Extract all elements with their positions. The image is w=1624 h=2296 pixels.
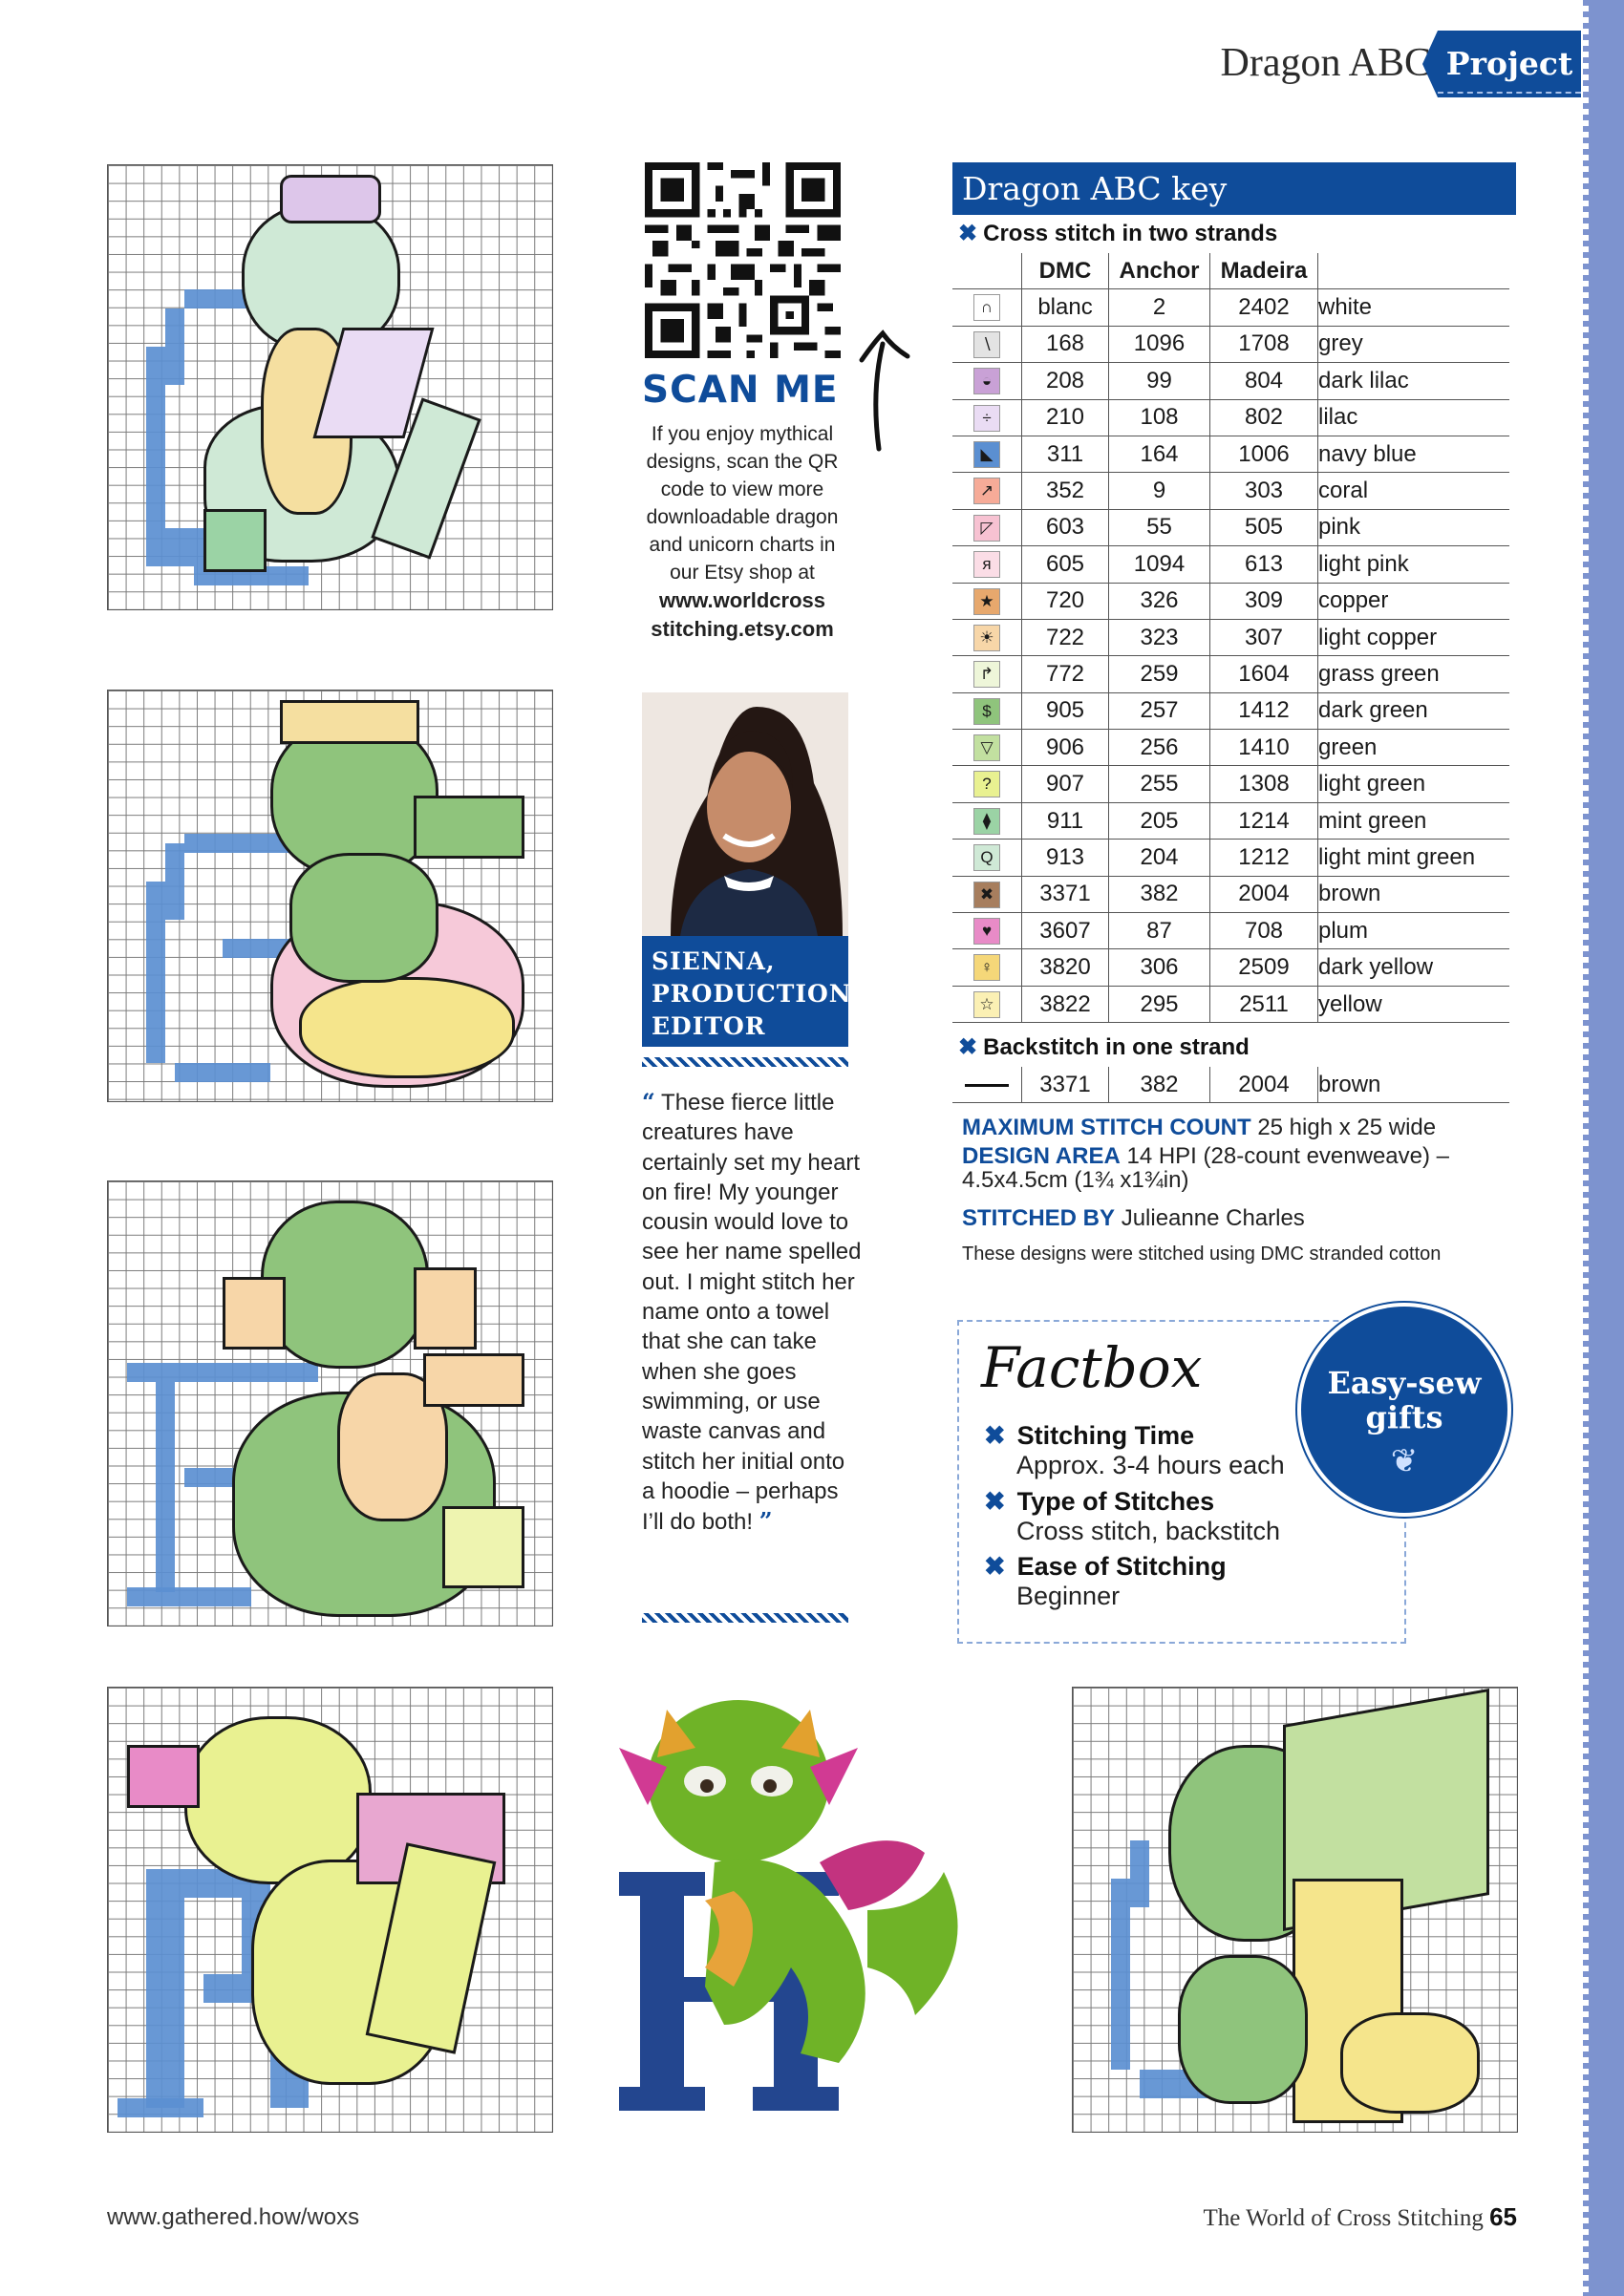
symbol-cell bbox=[952, 692, 1022, 729]
close-quote-mark: ” bbox=[759, 1507, 773, 1536]
colour-name-cell: white bbox=[1318, 289, 1510, 326]
qr-code[interactable] bbox=[645, 162, 841, 358]
table-row bbox=[952, 730, 1509, 766]
colour-name-cell: light pink bbox=[1318, 546, 1510, 583]
page-edge-stripe bbox=[1589, 0, 1624, 2296]
colour-name-cell: dark green bbox=[1318, 692, 1510, 729]
symbol-cell bbox=[952, 473, 1022, 509]
table-row bbox=[952, 766, 1509, 802]
symbol-cell bbox=[952, 583, 1022, 619]
symbol-cell bbox=[952, 363, 1022, 399]
table-row bbox=[952, 1067, 1509, 1103]
backstitch-heading: ✖ Backstitch in one strand bbox=[958, 1034, 1250, 1060]
dmc-cell: 3607 bbox=[1022, 913, 1109, 949]
cross-icon: ✖ bbox=[984, 1552, 1006, 1581]
dmc-cell: 905 bbox=[1022, 692, 1109, 729]
dmc-cell: 722 bbox=[1022, 619, 1109, 655]
anchor-cell: 382 bbox=[1109, 876, 1210, 912]
dmc-cell: 3820 bbox=[1022, 949, 1109, 986]
symbol-cell bbox=[952, 509, 1022, 545]
colour-name-cell: dark lilac bbox=[1318, 363, 1510, 399]
stitch-symbol-icon: ☀ bbox=[973, 625, 1000, 651]
madeira-cell: 802 bbox=[1210, 399, 1318, 436]
quote-text: These fierce little creatures have certainly set my heart on fire! My younger cousin would love to see her name spelled out. I might stitch her name onto a towel that she can take when she goes swimming, or use waste canvas and stitch her initial onto a hoodie – perhaps I’ll do both! bbox=[642, 1090, 862, 1536]
footer-url[interactable]: www.gathered.how/woxs bbox=[107, 2204, 360, 2230]
stitch-symbol-icon: ♀ bbox=[973, 954, 1000, 981]
table-row bbox=[952, 802, 1509, 839]
anchor-cell: 1096 bbox=[1109, 326, 1210, 362]
dmc-cell: 907 bbox=[1022, 766, 1109, 802]
thread-key-table bbox=[952, 253, 1509, 1023]
dmc-cell: 772 bbox=[1022, 656, 1109, 692]
colour-name-cell: light copper bbox=[1318, 619, 1510, 655]
stitch-symbol-icon: Q bbox=[973, 844, 1000, 871]
open-quote-mark: “ bbox=[642, 1088, 655, 1116]
stitch-symbol-icon: ◸ bbox=[973, 515, 1000, 542]
table-row bbox=[952, 326, 1509, 362]
stitch-symbol-icon: ⧫ bbox=[973, 808, 1000, 835]
table-row bbox=[952, 876, 1509, 912]
col-dmc: DMC bbox=[1022, 253, 1109, 289]
colour-name-cell: yellow bbox=[1318, 986, 1510, 1022]
stitch-symbol-icon: ↗ bbox=[973, 478, 1000, 504]
anchor-cell: 257 bbox=[1109, 692, 1210, 729]
table-row bbox=[952, 692, 1509, 729]
col-anchor: Anchor bbox=[1109, 253, 1210, 289]
anchor-cell: 326 bbox=[1109, 583, 1210, 619]
easy-sew-badge: Easy-sew gifts ❦ bbox=[1301, 1307, 1507, 1513]
colour-name-cell: grass green bbox=[1318, 656, 1510, 692]
section-tab: Project bbox=[1438, 31, 1581, 97]
dmc-cell: 311 bbox=[1022, 436, 1109, 472]
anchor-cell: 323 bbox=[1109, 619, 1210, 655]
dmc-cell: blanc bbox=[1022, 289, 1109, 326]
table-row bbox=[952, 473, 1509, 509]
colour-name-cell: plum bbox=[1318, 913, 1510, 949]
symbol-cell bbox=[952, 436, 1022, 472]
table-row bbox=[952, 619, 1509, 655]
anchor-cell: 2 bbox=[1109, 289, 1210, 326]
dmc-cell: 3371 bbox=[1022, 1067, 1109, 1103]
stitch-symbol-icon: ∩ bbox=[973, 294, 1000, 321]
colour-name-cell: grey bbox=[1318, 326, 1510, 362]
symbol-cell bbox=[952, 986, 1022, 1022]
madeira-cell: 2004 bbox=[1210, 876, 1318, 912]
anchor-cell: 204 bbox=[1109, 840, 1210, 876]
thread-note: These designs were stitched using DMC stranded cotton bbox=[962, 1244, 1442, 1265]
anchor-cell: 295 bbox=[1109, 986, 1210, 1022]
editor-portrait bbox=[642, 692, 848, 936]
cross-icon: ✖ bbox=[958, 1034, 978, 1060]
etsy-shop-link[interactable]: www.worldcross stitching.etsy.com bbox=[651, 588, 834, 641]
table-row bbox=[952, 399, 1509, 436]
key-header-row bbox=[952, 253, 1509, 289]
anchor-cell: 164 bbox=[1109, 436, 1210, 472]
anchor-cell: 259 bbox=[1109, 656, 1210, 692]
madeira-cell: 708 bbox=[1210, 913, 1318, 949]
fact-type-of-stitches: ✖ Type of Stitches Cross stitch, backstitch bbox=[984, 1487, 1281, 1545]
symbol-cell bbox=[952, 399, 1022, 436]
stitch-symbol-icon: ✖ bbox=[973, 882, 1000, 908]
anchor-cell: 99 bbox=[1109, 363, 1210, 399]
col-madeira: Madeira bbox=[1210, 253, 1318, 289]
anchor-cell: 306 bbox=[1109, 949, 1210, 986]
madeira-cell: 1708 bbox=[1210, 326, 1318, 362]
divider bbox=[642, 1613, 848, 1623]
stitch-symbol-icon: $ bbox=[973, 698, 1000, 725]
arrow-up-icon bbox=[841, 330, 917, 454]
section-title: Dragon ABC bbox=[1220, 41, 1431, 85]
anchor-cell: 9 bbox=[1109, 473, 1210, 509]
symbol-cell bbox=[952, 730, 1022, 766]
dmc-cell: 906 bbox=[1022, 730, 1109, 766]
cross-icon: ✖ bbox=[958, 221, 978, 246]
colour-name-cell: dark yellow bbox=[1318, 949, 1510, 986]
table-row bbox=[952, 363, 1509, 399]
madeira-cell: 505 bbox=[1210, 509, 1318, 545]
colour-name-cell: lilac bbox=[1318, 399, 1510, 436]
madeira-cell: 1412 bbox=[1210, 692, 1318, 729]
stitch-symbol-icon: ? bbox=[973, 771, 1000, 797]
table-row bbox=[952, 509, 1509, 545]
cross-icon: ✖ bbox=[984, 1487, 1006, 1516]
stitch-symbol-icon: ♥ bbox=[973, 918, 1000, 945]
madeira-cell: 2509 bbox=[1210, 949, 1318, 986]
chart-letter-g bbox=[107, 690, 553, 1102]
madeira-cell: 1410 bbox=[1210, 730, 1318, 766]
scan-me-title: SCAN ME bbox=[642, 369, 839, 412]
footer-magazine: The World of Cross Stitching 65 bbox=[1203, 2202, 1517, 2231]
table-row bbox=[952, 913, 1509, 949]
backstitch-line-icon bbox=[952, 1067, 1022, 1103]
chart-letter-c-dragon bbox=[1072, 1687, 1518, 2133]
colour-name-cell: light mint green bbox=[1318, 840, 1510, 876]
dmc-cell: 720 bbox=[1022, 583, 1109, 619]
stitch-symbol-icon: я bbox=[973, 551, 1000, 578]
dmc-cell: 3371 bbox=[1022, 876, 1109, 912]
symbol-cell bbox=[952, 326, 1022, 362]
anchor-cell: 256 bbox=[1109, 730, 1210, 766]
table-row bbox=[952, 656, 1509, 692]
fact-stitching-time: ✖ Stitching Time Approx. 3-4 hours each bbox=[984, 1421, 1285, 1479]
symbol-cell bbox=[952, 289, 1022, 326]
colour-name-cell: green bbox=[1318, 730, 1510, 766]
table-row bbox=[952, 840, 1509, 876]
dmc-cell: 168 bbox=[1022, 326, 1109, 362]
table-row bbox=[952, 436, 1509, 472]
symbol-cell bbox=[952, 876, 1022, 912]
symbol-cell bbox=[952, 546, 1022, 583]
madeira-cell: 1212 bbox=[1210, 840, 1318, 876]
madeira-cell: 1604 bbox=[1210, 656, 1318, 692]
madeira-cell: 309 bbox=[1210, 583, 1318, 619]
factbox-title: Factbox bbox=[981, 1335, 1203, 1400]
colour-name-cell: mint green bbox=[1318, 802, 1510, 839]
symbol-cell bbox=[952, 766, 1022, 802]
scan-me-description bbox=[632, 420, 852, 644]
symbol-cell bbox=[952, 619, 1022, 655]
symbol-cell bbox=[952, 949, 1022, 986]
symbol-cell bbox=[952, 656, 1022, 692]
stitch-symbol-icon: ☆ bbox=[973, 991, 1000, 1018]
stitch-symbol-icon: ∖ bbox=[973, 331, 1000, 358]
table-row bbox=[952, 546, 1509, 583]
madeira-cell: 2511 bbox=[1210, 986, 1318, 1022]
madeira-cell: 2004 bbox=[1210, 1067, 1318, 1103]
stitch-symbol-icon: ÷ bbox=[973, 405, 1000, 432]
madeira-cell: 307 bbox=[1210, 619, 1318, 655]
chart-letter-k bbox=[107, 1180, 553, 1626]
stitch-symbol-icon: ◒ bbox=[973, 368, 1000, 394]
table-row bbox=[952, 949, 1509, 986]
dmc-cell: 603 bbox=[1022, 509, 1109, 545]
flourish-icon: ❦ bbox=[1390, 1443, 1419, 1479]
stitch-symbol-icon: ▽ bbox=[973, 734, 1000, 761]
max-stitch-count: MAXIMUM STITCH COUNT 25 high x 25 wide bbox=[962, 1115, 1437, 1140]
anchor-cell: 255 bbox=[1109, 766, 1210, 802]
colour-name-cell: light green bbox=[1318, 766, 1510, 802]
symbol-cell bbox=[952, 840, 1022, 876]
stitched-by: STITCHED BY Julieanne Charles bbox=[962, 1205, 1305, 1231]
table-row bbox=[952, 289, 1509, 326]
chart-letter-r bbox=[107, 1687, 553, 2133]
symbol-cell bbox=[952, 913, 1022, 949]
design-area: DESIGN AREA 14 HPI (28-count evenweave) – 4.5x4.5cm (1¾ x1¾in) bbox=[962, 1143, 1449, 1193]
dmc-cell: 210 bbox=[1022, 399, 1109, 436]
editor-quote bbox=[642, 1087, 862, 1537]
table-row bbox=[952, 986, 1509, 1022]
anchor-cell: 1094 bbox=[1109, 546, 1210, 583]
stitched-letter-h-photo bbox=[600, 1690, 1030, 2125]
scan-me-text: If you enjoy mythical designs, scan the QR code to view more downloadable dragon and unicorn charts in our Etsy shop at bbox=[646, 423, 839, 584]
table-row bbox=[952, 583, 1509, 619]
anchor-cell: 55 bbox=[1109, 509, 1210, 545]
madeira-cell: 303 bbox=[1210, 473, 1318, 509]
chart-letter-c bbox=[107, 164, 553, 610]
fact-ease-of-stitching: ✖ Ease of Stitching Beginner bbox=[984, 1552, 1227, 1610]
madeira-cell: 1308 bbox=[1210, 766, 1318, 802]
madeira-cell: 2402 bbox=[1210, 289, 1318, 326]
madeira-cell: 1214 bbox=[1210, 802, 1318, 839]
cross-icon: ✖ bbox=[984, 1421, 1006, 1450]
colour-name-cell: copper bbox=[1318, 583, 1510, 619]
dmc-cell: 208 bbox=[1022, 363, 1109, 399]
colour-name-cell: coral bbox=[1318, 473, 1510, 509]
anchor-cell: 87 bbox=[1109, 913, 1210, 949]
anchor-cell: 108 bbox=[1109, 399, 1210, 436]
stitch-symbol-icon: ◣ bbox=[973, 441, 1000, 468]
cross-stitch-heading: ✖ Cross stitch in two strands bbox=[958, 221, 1278, 246]
dmc-cell: 3822 bbox=[1022, 986, 1109, 1022]
dmc-cell: 911 bbox=[1022, 802, 1109, 839]
madeira-cell: 804 bbox=[1210, 363, 1318, 399]
colour-name-cell: navy blue bbox=[1318, 436, 1510, 472]
page-number: 65 bbox=[1489, 2202, 1517, 2231]
anchor-cell: 382 bbox=[1109, 1067, 1210, 1103]
dmc-cell: 352 bbox=[1022, 473, 1109, 509]
backstitch-table bbox=[952, 1067, 1509, 1103]
key-title: Dragon ABC key bbox=[952, 162, 1516, 215]
dmc-cell: 913 bbox=[1022, 840, 1109, 876]
symbol-cell bbox=[952, 802, 1022, 839]
colour-name-cell: brown bbox=[1318, 1067, 1510, 1103]
stitch-symbol-icon: ↱ bbox=[973, 661, 1000, 688]
colour-name-cell: pink bbox=[1318, 509, 1510, 545]
divider bbox=[642, 1057, 848, 1067]
editor-caption: SIENNA, PRODUCTION EDITOR bbox=[642, 936, 848, 1047]
anchor-cell: 205 bbox=[1109, 802, 1210, 839]
dmc-cell: 605 bbox=[1022, 546, 1109, 583]
stitch-symbol-icon: ★ bbox=[973, 588, 1000, 615]
madeira-cell: 613 bbox=[1210, 546, 1318, 583]
colour-name-cell: brown bbox=[1318, 876, 1510, 912]
madeira-cell: 1006 bbox=[1210, 436, 1318, 472]
